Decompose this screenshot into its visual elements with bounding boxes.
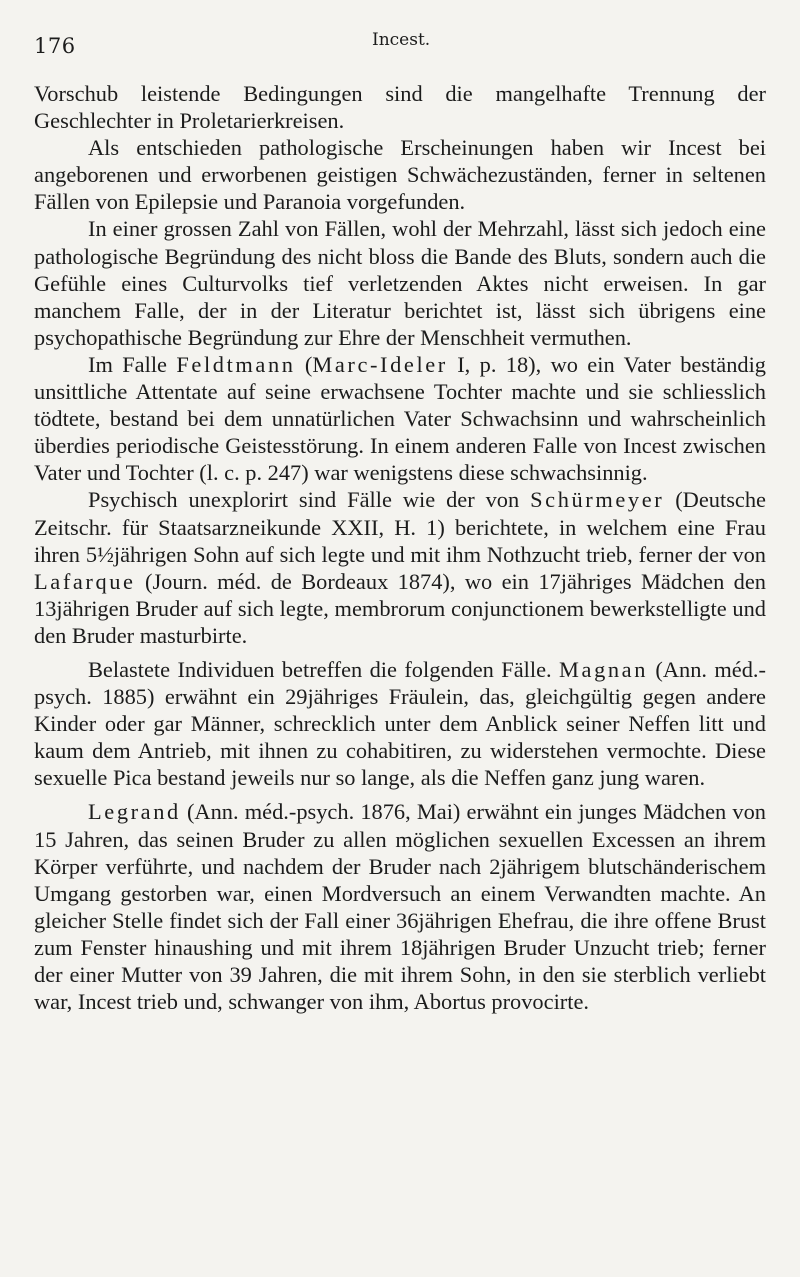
- text-run: (: [295, 351, 313, 377]
- text-run: Vorschub leistende Bedingungen sind die mangelhafte Trennung der Geschlechter in Proletarierkreisen.: [34, 81, 766, 134]
- paragraph: [34, 656, 766, 791]
- paragraph: [34, 215, 766, 350]
- text-run: In einer grossen Zahl von Fällen, wohl der Mehrzahl, lässt sich jedoch eine pathologische Begründung des nicht bloss die Bande des Bluts, sondern auch die Gefühle eines Culturvolks tief verletzenden Aktes nicht erweisen. In gar manchem Falle, der in der Literatur berichtet ist, lässt sich übrigens eine psychopathische Begründung zur Ehre der Menschheit vermuthen.: [34, 216, 766, 350]
- text-run: (Journ. méd. de Bordeaux 1874), wo ein 17jähriges Mädchen den 13jährigen Bruder auf sich legte, membrorum conjunctionem bewerkstelligte und den Bruder masturbirte.: [34, 568, 766, 648]
- paragraph: [34, 798, 766, 1015]
- text-run: (Deutsche Zeitschr. für Staatsarzneikunde XXII, H. 1) berichtete, in welchem eine Frau ihren 5½jährigen Sohn auf sich legte und mit ihm Nothzucht trieb, ferner der von: [34, 487, 766, 567]
- text-run: (Ann. méd.-psych. 1885) erwähnt ein 29jähriges Fräulein, das, gleichgültig gegen andere Kinder oder gar Männer, schrecklich unter dem Anblick seiner Neffen litt und kaum dem Antrieb, mit ihnen zu cohabitiren, zu widerstehen vermochte. Diese sexuelle Pica bestand jeweils nur so lange, als die Neffen ganz jung waren.: [34, 656, 766, 791]
- text-run: Im Falle: [88, 351, 177, 377]
- text-run: Als entschieden pathologische Erscheinungen haben wir Incest bei angeborenen und erworbenen geistigen Schwächezuständen, ferner in seltenen Fällen von Epilepsie und Paranoia vorgefunden.: [34, 135, 766, 215]
- spaced-author-name: Schürmeyer: [530, 487, 665, 513]
- page-number: 176: [34, 34, 76, 58]
- page-header: [34, 30, 766, 60]
- body-text: [34, 80, 766, 1015]
- text-run: I, p. 18), wo ein Vater beständig unsittliche Attentate auf seine erwachsene Tochter machte und sie schliesslich tödtete, bestand bei dem unnatürlichen Vater Schwachsinn und wahrscheinlich überdies periodische Geistesstörung. In einem anderen Falle von Incest zwischen Vater und Tochter (l. c. p. 247) war wenigstens diese schwachsinnig.: [34, 351, 767, 486]
- paragraph: [34, 486, 766, 649]
- text-run: (Ann. méd.-psych. 1876, Mai) erwähnt ein junges Mädchen von 15 Jahren, das seinen Bruder zu allen möglichen sexuellen Excessen an ihrem Körper verführte, und nachdem der Bruder nach 2jährigem blutschänderischem Umgang gestorben war, einen Mordversuch an einem Verwandten machte. An gleicher Stelle findet sich der Fall einer 36jährigen Ehefrau, die ihre offene Brust zum Fenster hinaushing und mit ihrem 18jährigen Bruder Unzucht trieb; ferner der einer Mutter von 39 Jahren, die mit ihrem Sohn, in den sie sterblich verliebt war, Incest trieb und, schwanger von ihm, Abortus provocirte.: [34, 799, 766, 1015]
- spaced-author-name: Feldtmann: [176, 351, 296, 377]
- paragraph: [34, 351, 766, 486]
- text-run: Belastete Individuen betreffen die folgenden Fälle.: [88, 656, 560, 682]
- spaced-author-name: Lafarque: [34, 568, 136, 594]
- spaced-author-name: Magnan: [559, 656, 648, 682]
- running-title: Incest.: [372, 30, 431, 50]
- paragraph: [34, 134, 766, 215]
- paragraph: [34, 80, 766, 134]
- text-run: Psychisch unexplorirt sind Fälle wie der von: [88, 487, 531, 513]
- spaced-author-name: Marc-Ideler: [312, 351, 448, 377]
- spaced-author-name: Legrand: [88, 799, 181, 825]
